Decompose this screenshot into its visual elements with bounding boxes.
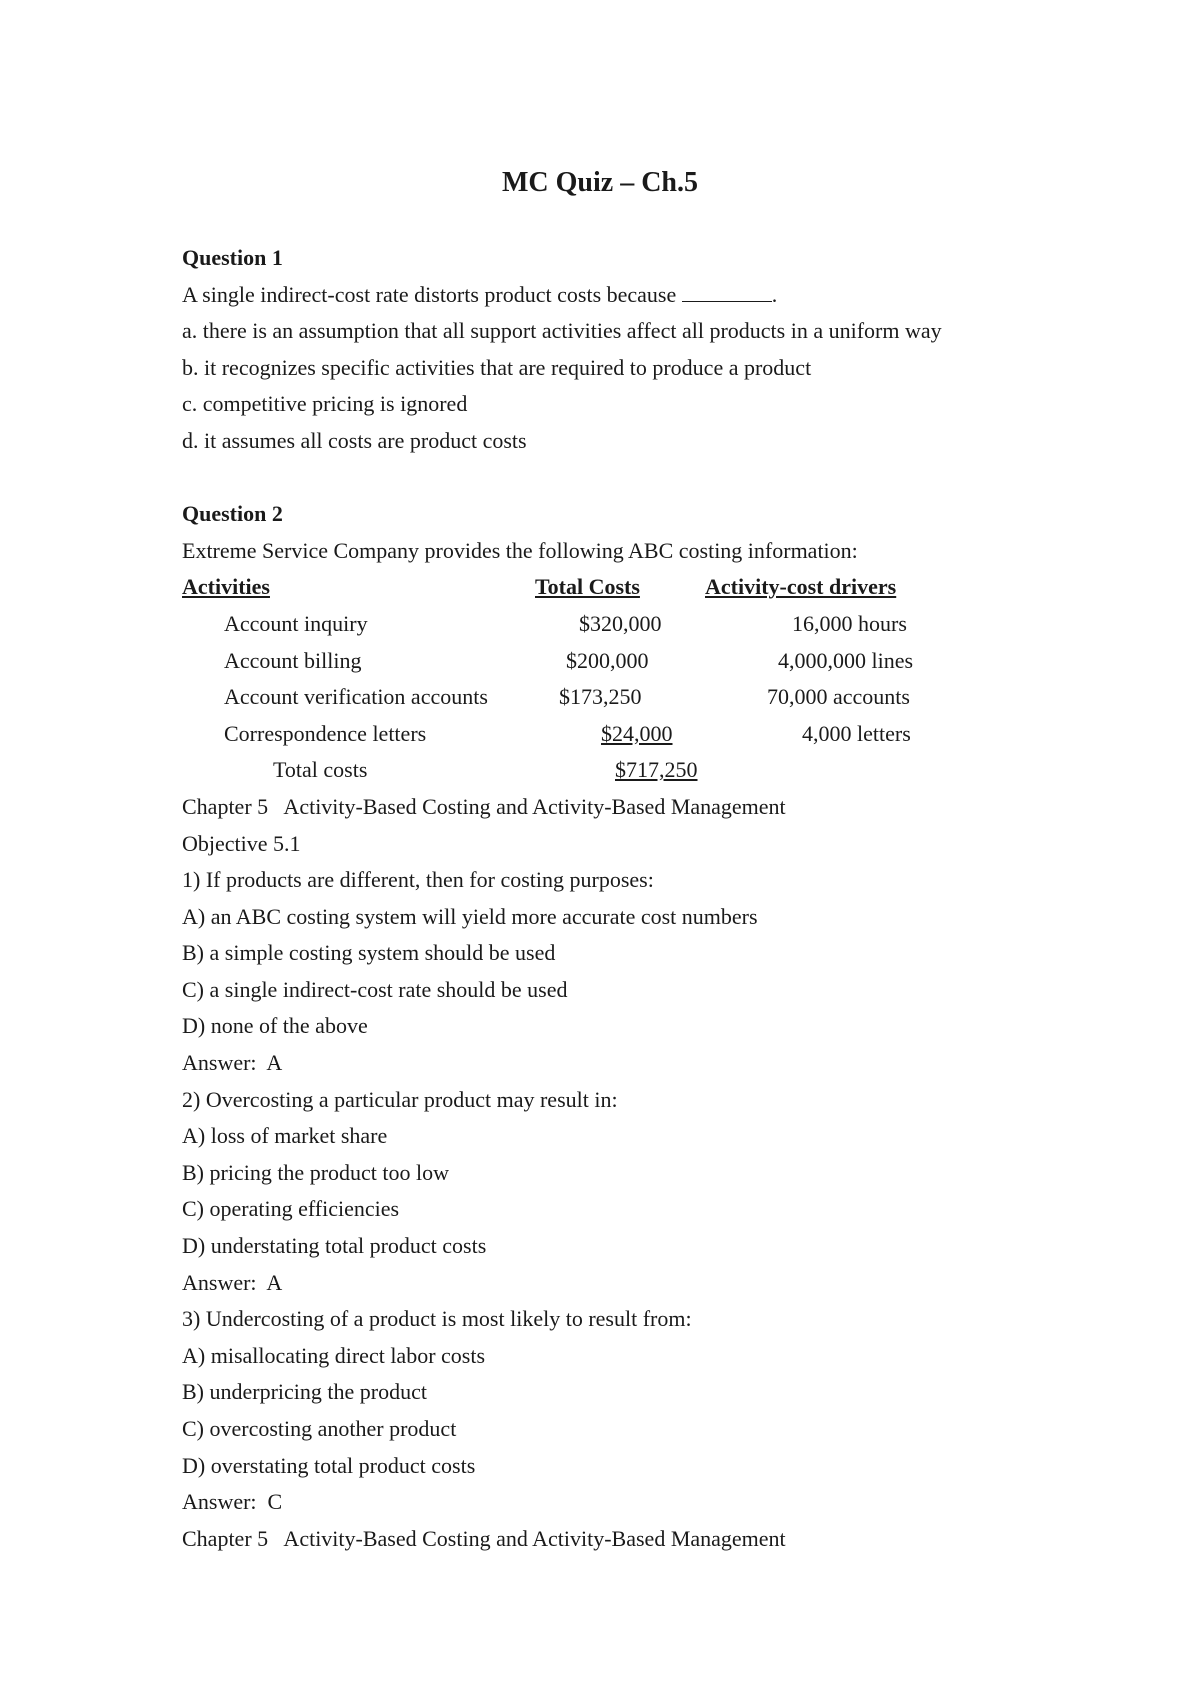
total-value: $717,250 — [615, 757, 698, 783]
item-2-answer: Answer: A — [182, 1269, 283, 1295]
activity-cost: $173,250 — [559, 684, 642, 710]
question-1-option-d: d. it assumes all costs are product costs — [182, 427, 527, 453]
item-2-option-d: D) understating total product costs — [182, 1233, 487, 1259]
question-1-stem — [182, 277, 1082, 314]
question-1-stem-text: A single indirect-cost rate distorts product costs because — [182, 281, 677, 307]
table-row — [182, 643, 1082, 680]
header-activities: Activities — [182, 574, 270, 600]
document-body — [182, 240, 1082, 1557]
question-2-intro: Extreme Service Company provides the following ABC costing information: — [182, 537, 858, 563]
page-title: MC Quiz – Ch.5 — [502, 167, 698, 198]
activity-cost: $24,000 — [601, 720, 673, 746]
activity-name: Account inquiry — [224, 610, 368, 636]
item-3-option-a: A) misallocating direct labor costs — [182, 1342, 486, 1368]
answer-blank — [682, 281, 772, 302]
item-1-option-b: B) a simple costing system should be used — [182, 940, 556, 966]
objective-label: Objective 5.1 — [182, 830, 301, 856]
item-1-option-c: C) a single indirect-cost rate should be used — [182, 976, 568, 1002]
table-row — [182, 679, 1082, 716]
item-3-question: 3) Undercosting of a product is most likely to result from: — [182, 1306, 692, 1332]
item-2-option-b: B) pricing the product too low — [182, 1159, 450, 1185]
activity-driver: 70,000 accounts — [767, 684, 910, 710]
activity-driver: 16,000 hours — [792, 610, 907, 636]
activity-driver: 4,000,000 lines — [778, 647, 914, 673]
item-2-option-a: A) loss of market share — [182, 1123, 388, 1149]
question-2-heading: Question 2 — [182, 501, 283, 527]
item-3-option-b: B) underpricing the product — [182, 1379, 427, 1405]
question-1-heading: Question 1 — [182, 245, 283, 270]
table-row — [182, 606, 1082, 643]
activity-name: Correspondence letters — [224, 720, 427, 746]
header-activity-cost-drivers: Activity-cost drivers — [705, 574, 897, 600]
question-1-option-b: b. it recognizes specific activities that are required to produce a product — [182, 354, 812, 380]
activity-driver: 4,000 letters — [802, 720, 911, 746]
chapter-heading: Chapter 5 Activity-Based Costing and Activity-Based Management — [182, 793, 786, 819]
table-row — [182, 716, 1082, 753]
activity-cost: $200,000 — [566, 647, 649, 673]
item-2-option-c: C) operating efficiencies — [182, 1196, 400, 1222]
item-3-option-d: D) overstating total product costs — [182, 1452, 476, 1478]
item-3-answer: Answer: C — [182, 1489, 283, 1515]
question-1-option-a: a. there is an assumption that all support activities affect all products in a uniform way — [182, 318, 942, 344]
footer-chapter-heading: Chapter 5 Activity-Based Costing and Activity-Based Management — [182, 1525, 786, 1551]
item-1-option-a: A) an ABC costing system will yield more accurate cost numbers — [182, 903, 758, 929]
item-2-question: 2) Overcosting a particular product may result in: — [182, 1086, 618, 1112]
item-1-answer: Answer: A — [182, 1050, 283, 1076]
item-1-option-d: D) none of the above — [182, 1013, 368, 1039]
item-3-option-c: C) overcosting another product — [182, 1416, 457, 1441]
question-1-stem-end: . — [771, 281, 778, 307]
item-1-question: 1) If products are different, then for costing purposes: — [182, 867, 654, 893]
activity-name: Account billing — [224, 647, 362, 673]
header-total-costs: Total Costs — [535, 574, 640, 600]
table-total-row — [182, 752, 1082, 789]
activity-cost: $320,000 — [579, 610, 662, 636]
abc-table-header — [182, 569, 1082, 606]
total-label: Total costs — [273, 757, 368, 783]
activity-name: Account verification accounts — [224, 684, 488, 710]
question-1-option-c: c. competitive pricing is ignored — [182, 391, 468, 417]
spacer — [182, 460, 1082, 497]
